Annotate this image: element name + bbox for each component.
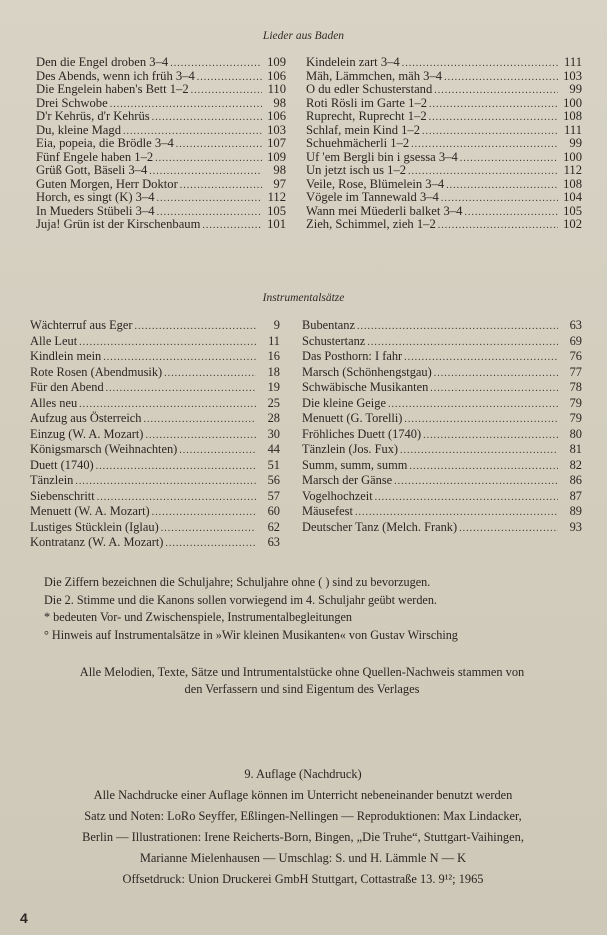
imprint-line: Marianne Mielenhausen — Umschlag: S. und H. Lämmle N — K — [139, 851, 467, 865]
dot-leader — [97, 490, 256, 506]
dot-leader — [164, 366, 256, 382]
dot-leader — [106, 381, 256, 397]
entry-title: Un jetzt isch us 1–2 — [306, 163, 407, 177]
entry-title: Tänzlein — [30, 473, 74, 487]
toc-entry — [36, 205, 286, 219]
dot-leader — [464, 206, 558, 220]
toc-entry — [302, 504, 582, 520]
entry-page-number: 25 — [267, 395, 280, 410]
entry-title: Wächterruf aus Eger — [30, 318, 133, 332]
entry-page-number: 103 — [267, 122, 286, 137]
toc-entry — [36, 97, 286, 111]
entry-title: Wann mei Müederli balket 3–4 — [306, 203, 463, 218]
dot-leader — [429, 98, 558, 112]
entry-page-number: 103 — [563, 68, 582, 83]
entry-title: Guten Morgen, Herr Doktor — [36, 176, 178, 191]
toc-entry — [30, 396, 280, 412]
entry-page-number: 56 — [267, 473, 280, 487]
toc-entry — [306, 110, 582, 124]
toc-entry — [30, 520, 280, 536]
entry-page-number: 62 — [267, 519, 280, 534]
entry-page-number: 9 — [273, 318, 280, 332]
entry-page-number: 60 — [267, 504, 280, 518]
entry-page-number: 100 — [563, 149, 582, 164]
notes-block — [44, 574, 584, 644]
entry-title: O du edler Schusterstand — [306, 82, 433, 96]
entry-title: Duett (1740) — [30, 457, 94, 472]
entry-title: Vögele im Tannewald 3–4 — [306, 190, 439, 204]
entry-title: Alles neu — [30, 395, 78, 410]
entry-page-number: 28 — [267, 411, 280, 425]
toc-entry — [306, 205, 582, 219]
entry-title: Marsch (Schönhengstgau) — [302, 364, 432, 379]
entry-title: Kontratanz (W. A. Mozart) — [30, 535, 164, 549]
entry-title: Roti Rösli im Garte 1–2 — [306, 95, 428, 110]
dot-leader — [438, 219, 558, 233]
toc-entry — [36, 151, 286, 165]
toc-entry — [306, 56, 582, 70]
dot-leader — [202, 219, 262, 233]
toc-entry — [30, 473, 280, 489]
entry-title: Einzug (W. A. Mozart) — [30, 426, 144, 441]
entry-title: Königsmarsch (Weihnachten) — [30, 442, 178, 456]
entry-page-number: 78 — [569, 380, 582, 394]
dot-leader — [367, 335, 558, 351]
page-number: 4 — [20, 910, 28, 926]
entry-page-number: 86 — [569, 473, 582, 487]
dot-leader — [103, 350, 256, 366]
entry-title: Eia, popeia, die Brödle 3–4 — [36, 136, 174, 150]
imprint-line: 9. Auflage (Nachdruck) — [244, 767, 362, 781]
entry-page-number: 112 — [267, 190, 286, 204]
entry-page-number: 63 — [569, 318, 582, 332]
dot-leader — [422, 125, 558, 139]
note-line: * bedeuten Vor- und Zwischenspiele, Instrumentalbegleitungen — [44, 610, 352, 624]
song-list-left — [36, 56, 286, 232]
entry-page-number: 76 — [569, 349, 582, 363]
entry-title: Rote Rosen (Abendmusik) — [30, 364, 163, 379]
dot-leader — [176, 138, 262, 152]
entry-page-number: 44 — [267, 442, 280, 456]
dot-leader — [197, 71, 262, 85]
toc-entry — [302, 458, 582, 474]
toc-entry — [306, 70, 582, 84]
entry-page-number: 112 — [563, 163, 582, 177]
entry-page-number: 107 — [267, 136, 286, 150]
dot-leader — [409, 459, 558, 475]
dot-leader — [96, 459, 256, 475]
dot-leader — [394, 474, 558, 490]
dot-leader — [79, 397, 256, 413]
entry-title: Für den Abend — [30, 380, 104, 394]
entry-title: Vogelhochzeit — [302, 488, 373, 503]
entry-title: Schwäbische Musikanten — [302, 380, 429, 394]
toc-entry — [30, 535, 280, 551]
dot-leader — [161, 521, 256, 537]
entry-title: Menuett (G. Torelli) — [302, 411, 403, 425]
entry-title: Schustertanz — [302, 333, 366, 348]
entry-page-number: 104 — [563, 190, 582, 204]
dot-leader — [375, 490, 558, 506]
entry-title: Mäusefest — [302, 504, 353, 518]
toc-entry — [306, 191, 582, 205]
entry-page-number: 111 — [564, 122, 582, 137]
entry-page-number: 18 — [267, 364, 280, 379]
toc-entry — [302, 349, 582, 365]
dot-leader — [152, 505, 256, 521]
dot-leader — [180, 179, 262, 193]
entry-page-number: 108 — [563, 176, 582, 191]
entry-title: Des Abends, wenn ich früh 3–4 — [36, 68, 195, 83]
toc-entry — [302, 489, 582, 505]
entry-title: Lustiges Stücklein (Iglau) — [30, 519, 159, 534]
entry-page-number: 69 — [569, 333, 582, 348]
imprint-line: Berlin — Illustrationen: Irene Reicherts-Born, Bingen, „Die Truhe“, Stuttgart-Vaihingen, — [82, 830, 524, 844]
dot-leader — [434, 84, 558, 98]
toc-entry — [36, 124, 286, 138]
toc-entry — [302, 318, 582, 334]
entry-page-number: 30 — [267, 426, 280, 441]
entry-page-number: 63 — [267, 535, 280, 549]
entry-page-number: 106 — [267, 109, 286, 123]
entry-title: Den die Engel droben 3–4 — [36, 55, 169, 69]
dot-leader — [388, 397, 558, 413]
instrumental-list-right — [302, 318, 582, 535]
note-line: Die 2. Stimme und die Kanons sollen vorwiegend im 4. Schuljahr geübt werden. — [44, 592, 437, 607]
instrumental-list-left — [30, 318, 280, 551]
dot-leader — [355, 505, 558, 521]
entry-title: Zieh, Schimmel, zieh 1–2 — [306, 217, 436, 231]
dot-leader — [423, 428, 558, 444]
entry-page-number: 80 — [569, 426, 582, 441]
entry-title: Summ, summ, summ — [302, 457, 408, 472]
entry-title: Siebenschritt — [30, 488, 95, 503]
entry-page-number: 105 — [563, 203, 582, 218]
toc-entry — [306, 83, 582, 97]
dot-leader — [75, 474, 256, 490]
toc-entry — [30, 318, 280, 334]
entry-page-number: 16 — [267, 349, 280, 363]
entry-page-number: 101 — [267, 217, 286, 231]
toc-entry — [30, 411, 280, 427]
toc-entry — [30, 504, 280, 520]
entry-title: Horch, es singt (K) 3–4 — [36, 190, 155, 204]
entry-title: Alle Leut — [30, 333, 78, 348]
entry-page-number: 106 — [267, 68, 286, 83]
imprint-line: Alle Nachdrucke einer Auflage können im Unterricht nebeneinander benutzt werden — [93, 788, 513, 802]
entry-title: Veile, Rose, Blümelein 3–4 — [306, 176, 445, 191]
toc-entry — [306, 124, 582, 138]
sources-line: den Verfassern und sind Eigentum des Verlages — [184, 682, 420, 696]
toc-entry — [302, 520, 582, 536]
dot-leader — [459, 521, 558, 537]
toc-entry — [302, 442, 582, 458]
dot-leader — [152, 111, 262, 125]
toc-entry — [30, 489, 280, 505]
dot-leader — [434, 366, 558, 382]
entry-title: Kindlein mein — [30, 349, 102, 363]
entry-title: D'r Kehrüs, d'r Kehrüs — [36, 109, 150, 123]
entry-page-number: 109 — [267, 149, 286, 164]
entry-page-number: 19 — [267, 380, 280, 394]
dot-leader — [157, 192, 262, 206]
dot-leader — [430, 381, 558, 397]
entry-title: Menuett (W. A. Mozart) — [30, 504, 150, 518]
dot-leader — [357, 319, 558, 335]
entry-page-number: 51 — [267, 457, 280, 472]
song-list-right — [306, 56, 582, 232]
toc-entry — [36, 137, 286, 151]
entry-page-number: 77 — [569, 364, 582, 379]
note-line: ° Hinweis auf Instrumentalsätze in »Wir kleinen Musikanten« von Gustav Wirsching — [44, 627, 458, 642]
toc-entry — [302, 365, 582, 381]
toc-entry — [302, 473, 582, 489]
toc-entry — [306, 151, 582, 165]
entry-title: Die kleine Geige — [302, 395, 386, 410]
toc-entry — [30, 458, 280, 474]
entry-title: Du, kleine Magd — [36, 122, 121, 137]
entry-title: In Mueders Stübeli 3–4 — [36, 203, 155, 218]
entry-page-number: 111 — [564, 55, 582, 69]
dot-leader — [155, 152, 262, 166]
entry-title: Aufzug aus Österreich — [30, 411, 142, 425]
imprint-block — [18, 764, 588, 890]
entry-title: Juja! Grün ist der Kirschenbaum — [36, 217, 201, 231]
entry-page-number: 81 — [569, 442, 582, 456]
toc-entry — [306, 178, 582, 192]
dot-leader — [145, 428, 256, 444]
entry-title: Kindelein zart 3–4 — [306, 55, 400, 69]
toc-entry — [302, 334, 582, 350]
dot-leader — [165, 536, 256, 552]
entry-page-number: 98 — [273, 163, 286, 177]
entry-page-number: 89 — [569, 504, 582, 518]
toc-entry — [36, 178, 286, 192]
entry-title: Grüß Gott, Bäseli 3–4 — [36, 163, 148, 177]
toc-entry — [306, 137, 582, 151]
sources-line: Alle Melodien, Texte, Sätze und Intrumentalstücke ohne Quellen-Nachweis stammen von — [79, 665, 525, 679]
entry-title: Fünf Engele haben 1–2 — [36, 149, 154, 164]
entry-page-number: 109 — [267, 55, 286, 69]
dot-leader — [79, 335, 256, 351]
toc-entry — [36, 110, 286, 124]
entry-title: Bubentanz — [302, 318, 355, 332]
toc-entry — [302, 396, 582, 412]
entry-title: Ruprecht, Ruprecht 1–2 — [306, 109, 427, 123]
entry-page-number: 97 — [273, 176, 286, 191]
entry-page-number: 99 — [569, 136, 582, 150]
sources-note — [22, 664, 582, 698]
dot-leader — [460, 152, 558, 166]
dot-leader — [143, 412, 256, 428]
dot-leader — [400, 443, 558, 459]
toc-entry — [302, 427, 582, 443]
toc-entry — [30, 334, 280, 350]
dot-leader — [179, 443, 256, 459]
dot-leader — [446, 179, 558, 193]
entry-title: Drei Schwobe — [36, 95, 108, 110]
entry-title: Tänzlein (Jos. Fux) — [302, 442, 399, 456]
entry-page-number: 102 — [563, 217, 582, 231]
entry-page-number: 93 — [569, 519, 582, 534]
toc-entry — [30, 365, 280, 381]
imprint-line: Offsetdruck: Union Druckerei GmbH Stuttgart, Cottastraße 13. 9¹²; 1965 — [122, 872, 484, 886]
toc-entry — [30, 427, 280, 443]
entry-title: Mäh, Lämmchen, mäh 3–4 — [306, 68, 443, 83]
toc-entry — [306, 97, 582, 111]
entry-page-number: 110 — [267, 82, 286, 96]
toc-entry — [306, 164, 582, 178]
entry-title: Fröhliches Duett (1740) — [302, 426, 422, 441]
toc-entry — [36, 164, 286, 178]
entry-page-number: 11 — [268, 333, 280, 348]
entry-title: Uf 'em Bergli bin i gsessa 3–4 — [306, 149, 458, 164]
entry-page-number: 100 — [563, 95, 582, 110]
entry-title: Schuehmächerli 1–2 — [306, 136, 410, 150]
entry-page-number: 79 — [569, 411, 582, 425]
entry-page-number: 98 — [273, 95, 286, 110]
entry-page-number: 108 — [563, 109, 582, 123]
toc-entry — [306, 218, 582, 232]
section-title-lieder-aus-baden: Lieder aus Baden — [262, 30, 345, 42]
entry-page-number: 99 — [569, 82, 582, 96]
entry-page-number: 82 — [569, 457, 582, 472]
entry-title: Marsch der Gänse — [302, 473, 393, 487]
dot-leader — [444, 71, 558, 85]
dot-leader — [191, 84, 262, 98]
toc-entry — [36, 70, 286, 84]
imprint-line: Satz und Noten: LoRo Seyffer, Eßlingen-Nellingen — Reproduktionen: Max Lindacker, — [84, 809, 522, 823]
entry-page-number: 87 — [569, 488, 582, 503]
toc-entry — [30, 380, 280, 396]
entry-page-number: 79 — [569, 395, 582, 410]
dot-leader — [404, 412, 558, 428]
toc-entry — [30, 442, 280, 458]
entry-page-number: 105 — [267, 203, 286, 218]
dot-leader — [429, 111, 558, 125]
dot-leader — [135, 319, 256, 335]
toc-entry — [302, 380, 582, 396]
toc-entry — [36, 191, 286, 205]
toc-entry — [30, 349, 280, 365]
entry-title: Schlaf, mein Kind 1–2 — [306, 122, 421, 137]
toc-entry — [302, 411, 582, 427]
entry-page-number: 57 — [267, 488, 280, 503]
entry-title: Das Posthorn: I fahr — [302, 349, 403, 363]
entry-title: Deutscher Tanz (Melch. Frank) — [302, 519, 458, 534]
section-title-instrumentalsaetze: Instrumentalsätze — [262, 292, 345, 304]
entry-title: Die Engelein haben's Bett 1–2 — [36, 82, 189, 96]
dot-leader — [404, 350, 558, 366]
toc-entry — [36, 218, 286, 232]
toc-entry — [36, 56, 286, 70]
toc-entry — [36, 83, 286, 97]
note-line: Die Ziffern bezeichnen die Schuljahre; Schuljahre ohne ( ) sind zu bevorzugen. — [44, 575, 431, 589]
